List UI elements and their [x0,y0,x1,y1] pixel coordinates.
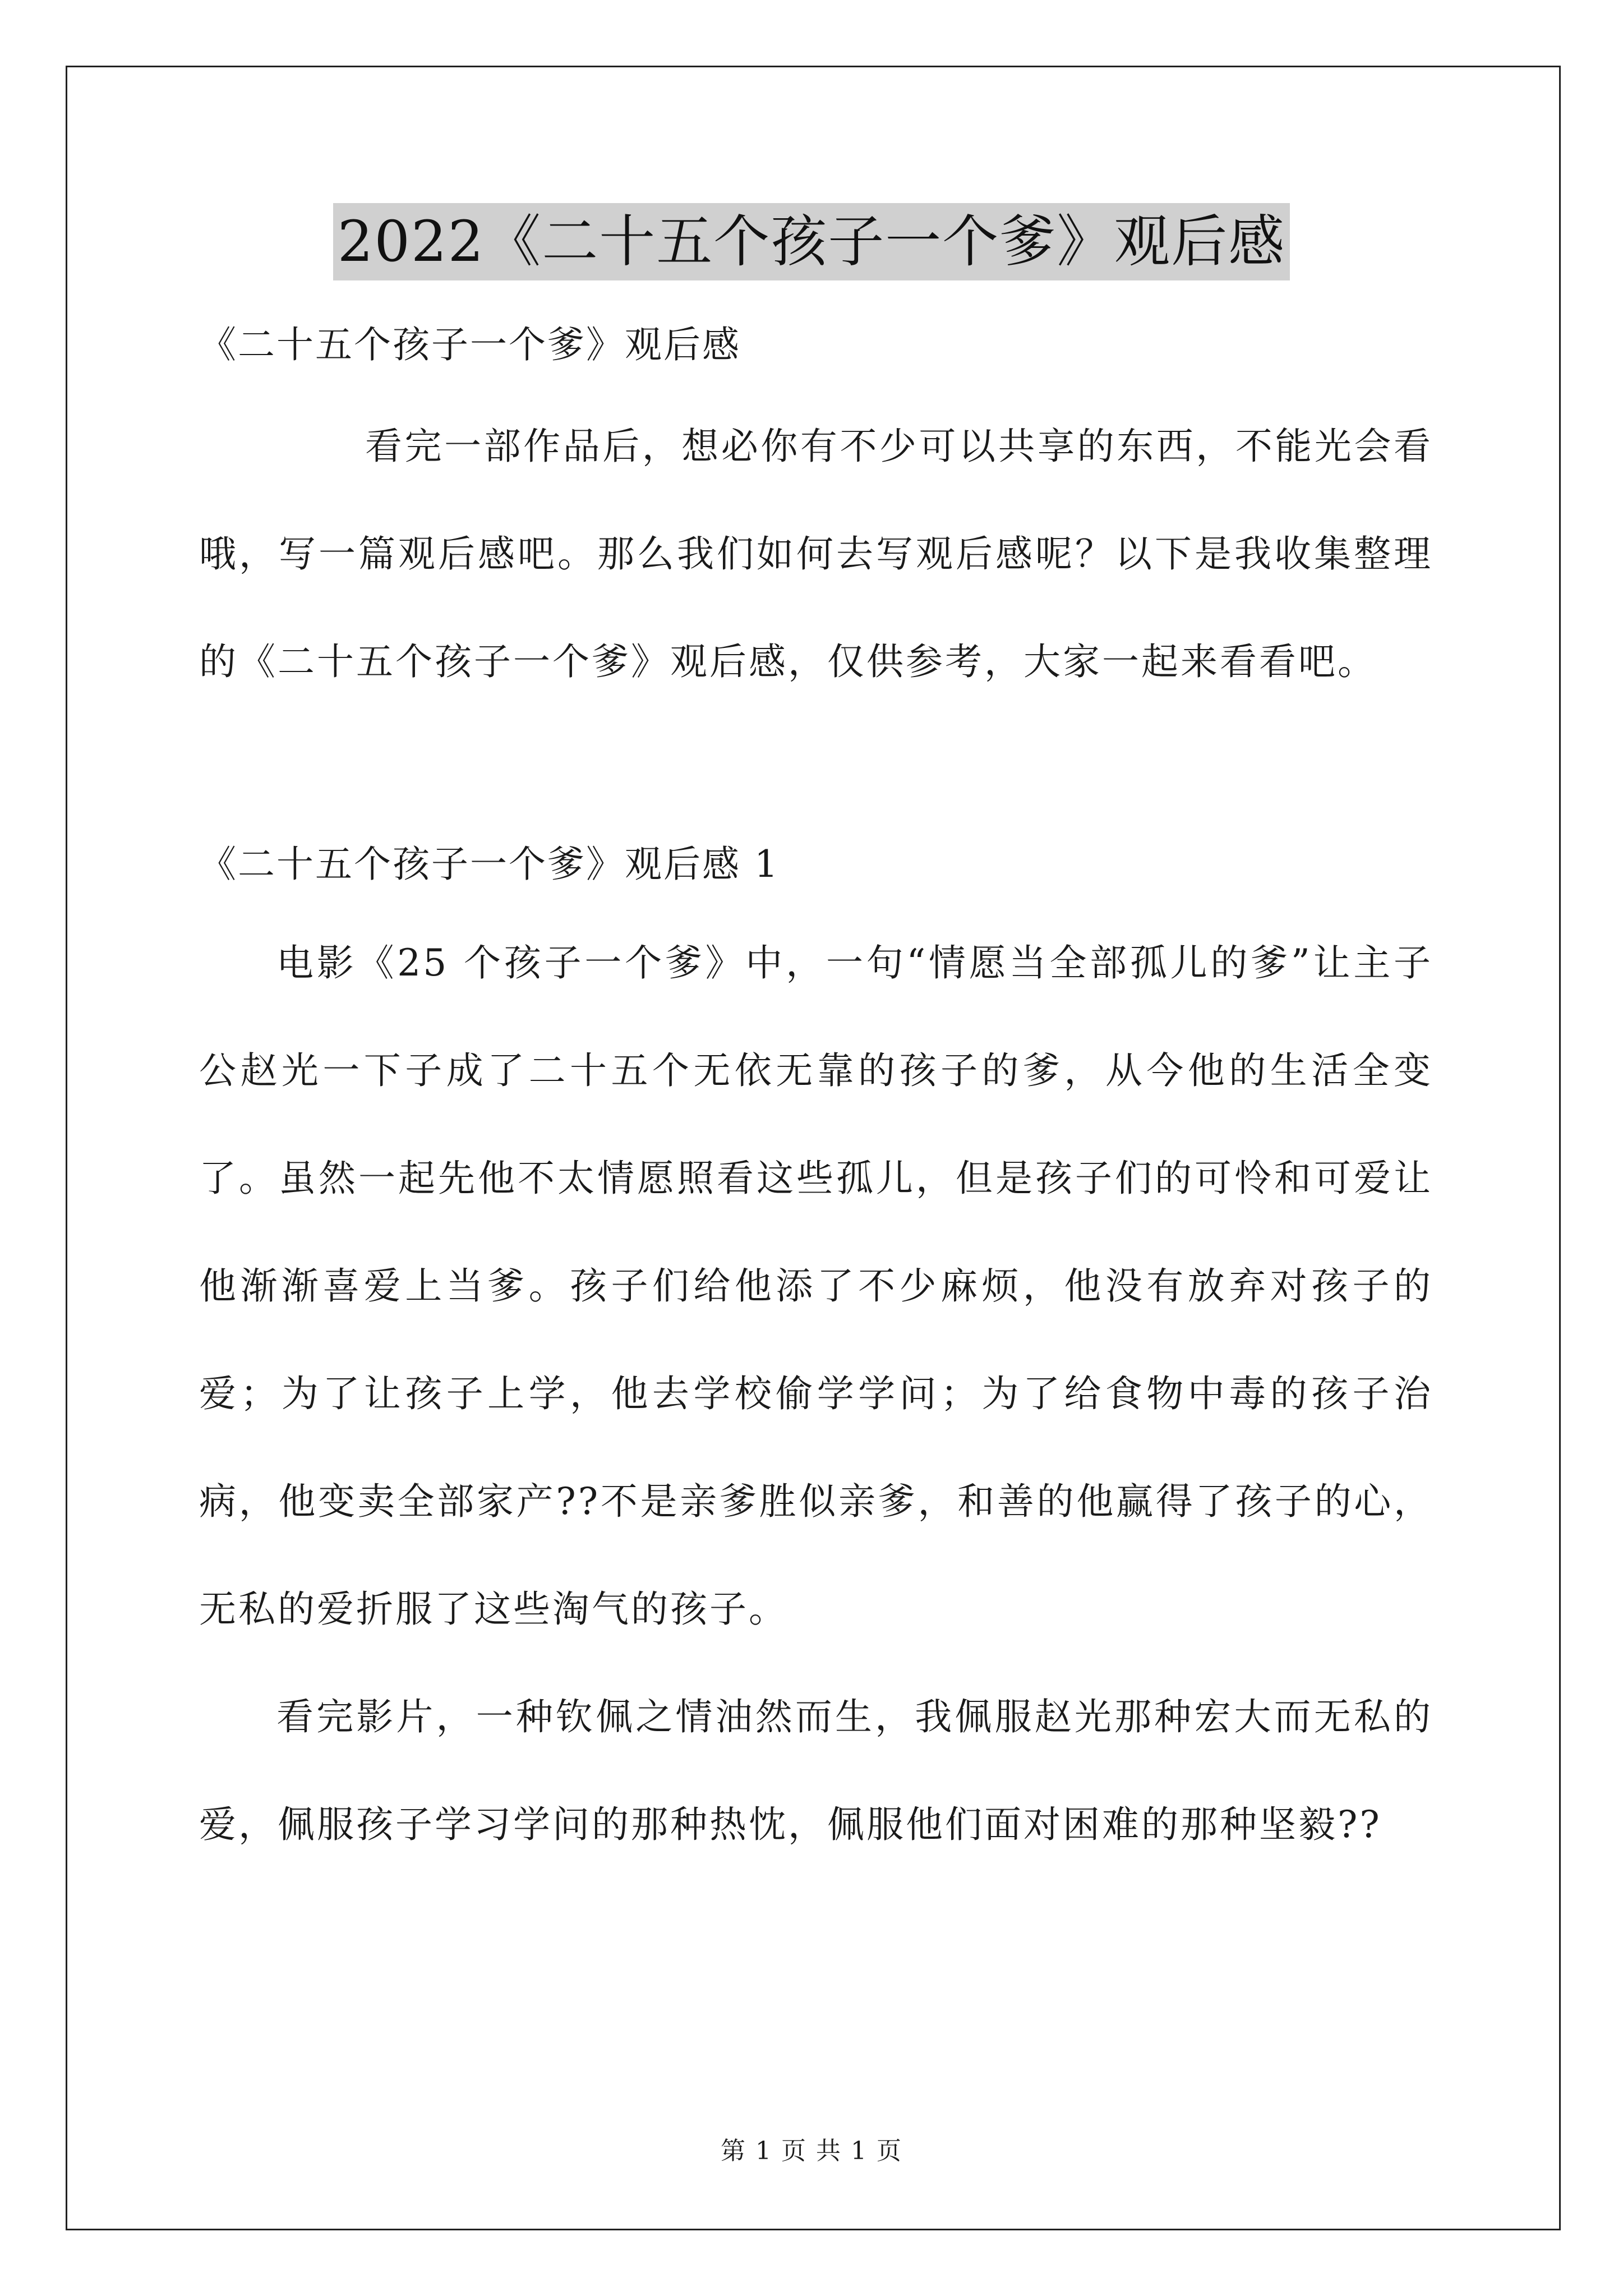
document-body [199,311,1433,1879]
body-paragraph-2: 看完影片，一种钦佩之情油然而生，我佩服赵光那种宏大而无私的爱，佩服孩子学习学问的那种热忱，佩服他们面对困难的那种坚毅?? [199,1695,1433,1846]
section-spacer [199,716,1433,831]
document-title: 2022《二十五个孩子一个爹》观后感 [333,203,1290,280]
intro-paragraph: 看完一部作品后，想必你有不少可以共享的东西，不能光会看哦，写一篇观后感吧。那么我们如何去写观后感呢？以下是我收集整理的《二十五个孩子一个爹》观后感，仅供参考，大家一起来看看吧。 [199,425,1433,683]
section-title: 《二十五个孩子一个爹》观后感 1 [199,843,780,886]
body-paragraph-1: 电影《25 个孩子一个爹》中，一句“情愿当全部孤儿的爹”让主子公赵光一下子成了二十五个无依无靠的孩子的爹，从今他的生活全变了。虽然一起先他不太情愿照看这些孤儿，但是孩子们的可怜和可爱让他渐渐喜爱上当爹。孩子们给他添了不少麻烦，他没有放弃对孩子的爱；为了让孩子上学，他去学校偷学学问；为了给食物中毒的孩子治病，他变卖全部家产??不是亲爹胜似亲爹，和善的他赢得了孩子的心，无私的爱折服了这些淘气的孩子。 [199,941,1433,1631]
title-container [0,203,1623,280]
document-subtitle: 《二十五个孩子一个爹》观后感 [199,323,741,366]
page-footer: 第 1 页 共 1 页 [721,2137,902,2165]
